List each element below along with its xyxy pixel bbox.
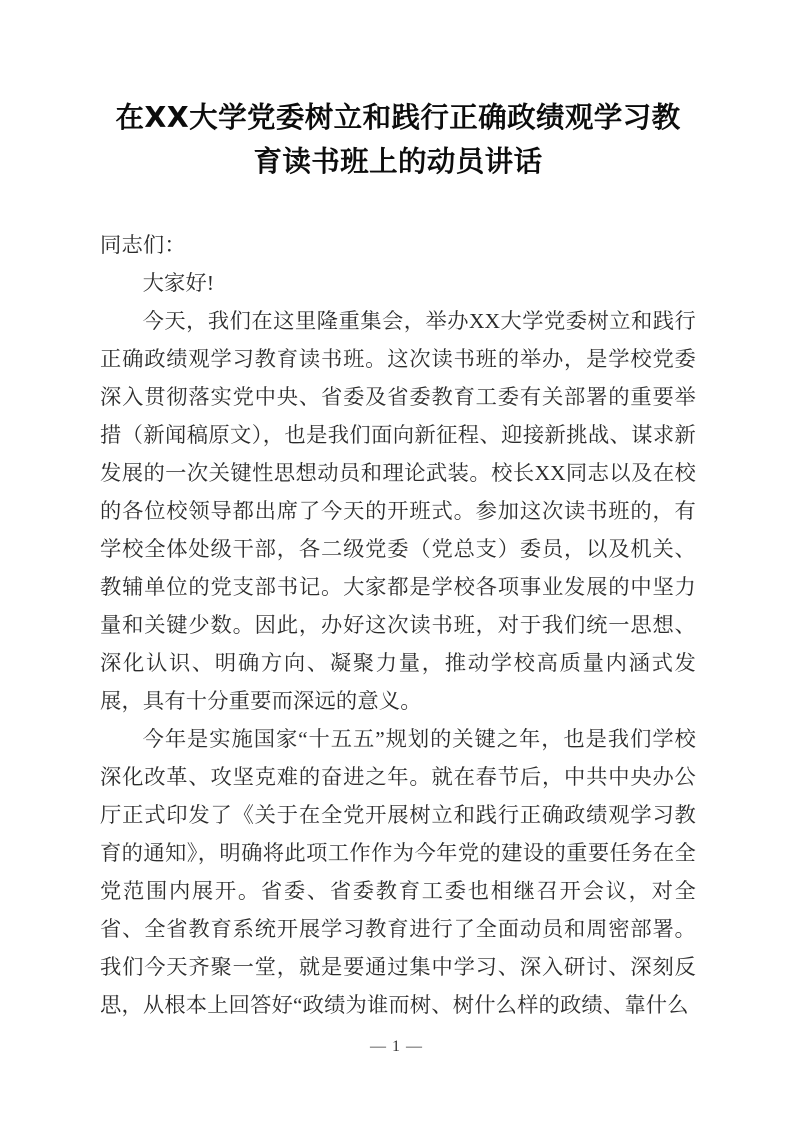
body-paragraph-2: 今年是实施国家“十五五”规划的关键之年，也是我们学校深化改革、攻坚克难的奋进之年。就在春节后，中共中央办公厅正式印发了《关于在全党开展树立和践行正确政绩观学习教育的通知》，明确将此项工作作为今年党的建设的重要任务在全党范围内展开。省委、省委教育工委也相继召开会议，对全省、全省教育系统开展学习教育进行了全面动员和周密部署。我们今天齐聚一堂，就是要通过集中学习、深入研讨、深刻反思，从根本上回答好“政绩为谁而树、树什么样的政绩、靠什么 [100, 727, 696, 1017]
title-spacer [100, 184, 696, 226]
body-paragraph-1: 今天，我们在这里隆重集会，举办XX大学党委树立和践行正确政绩观学习教育读书班。这次读书班的举办，是学校党委深入贯彻落实党中央、省委及省委教育工委有关部署的重要举措（新闻稿原文），也是我们面向新征程、迎接新挑战、谋求新发展的一次关键性思想动员和理论武装。校长XX同志以及在校的各位校领导都出席了今天的开班式。参加这次读书班的，有学校全体处级干部，各二级党委（党总支）委员，以及机关、教辅单位的党支部书记。大家都是学校各项事业发展的中坚力量和关键少数。因此，办好这次读书班，对于我们统一思想、深化认识、明确方向、凝聚力量，推动学校高质量内涵式发展，具有十分重要而深远的意义。 [100, 309, 696, 713]
page-number: — 1 — [370, 1038, 423, 1055]
document-body [100, 96, 696, 1024]
greeting: 大家好! [142, 271, 215, 295]
salutation: 同志们： [100, 233, 186, 257]
page-title: 在XX大学党委树立和践行正确政绩观学习教育读书班上的动员讲话 [115, 101, 681, 178]
